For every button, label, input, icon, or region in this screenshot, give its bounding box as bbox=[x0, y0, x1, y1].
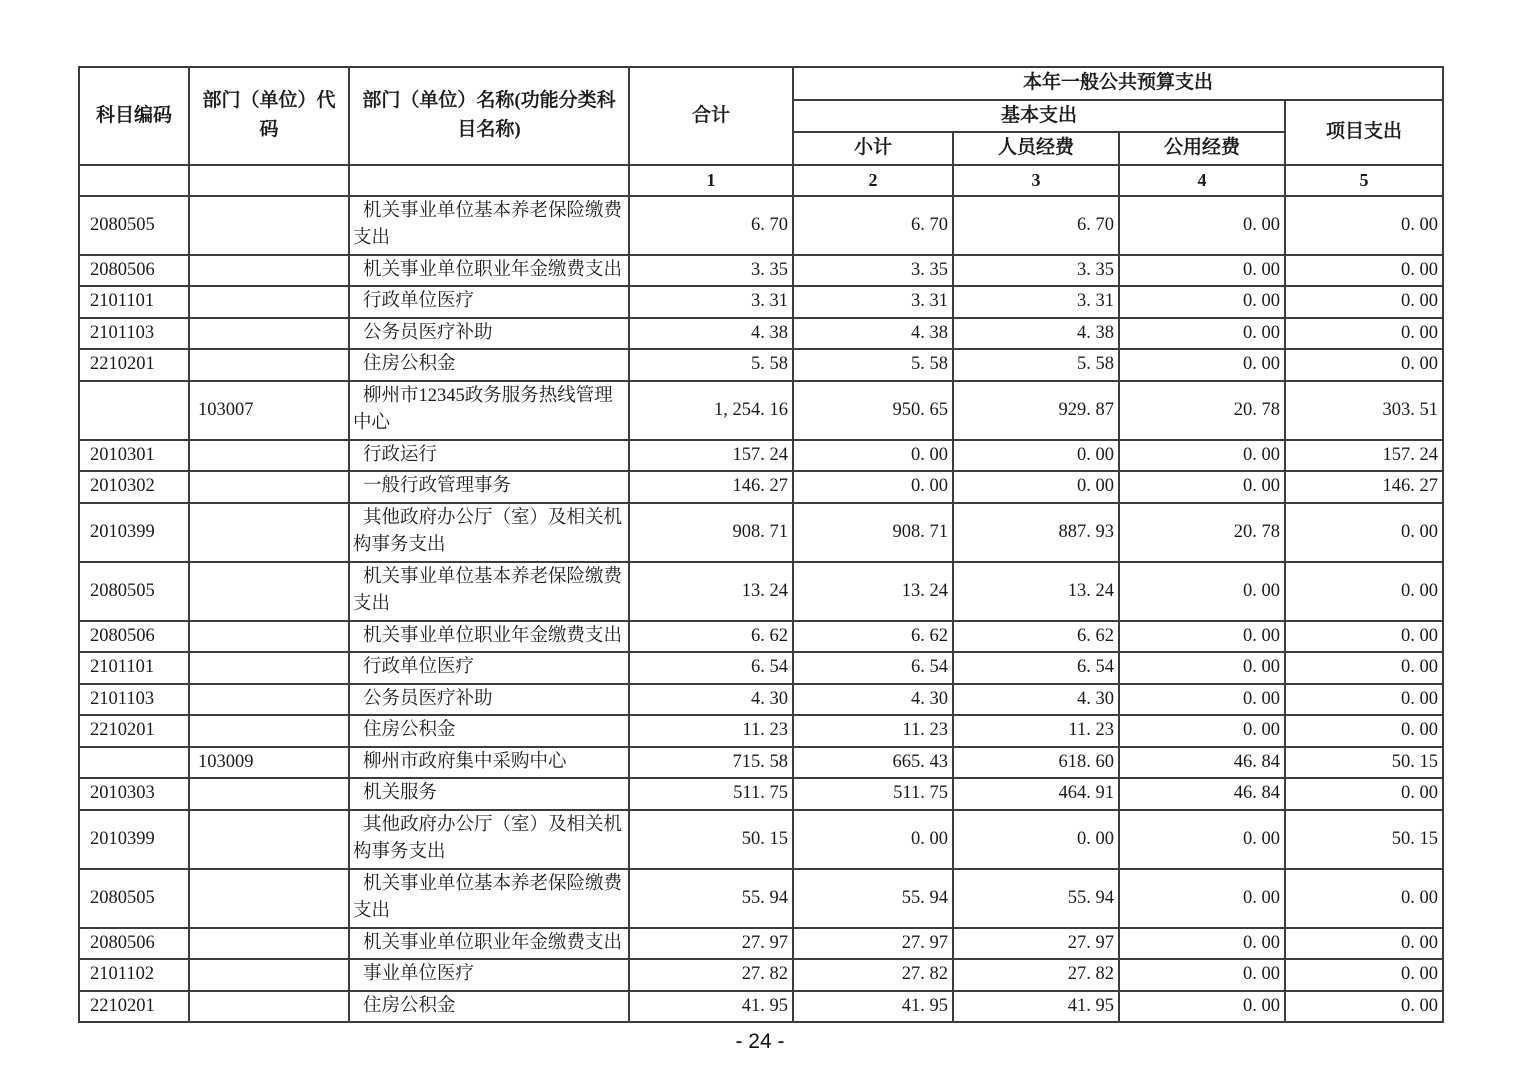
table-row bbox=[79, 196, 1443, 255]
cell-dept-code bbox=[189, 349, 349, 381]
cell-public-funds-value: 0. 00 bbox=[1119, 959, 1285, 991]
cell-total-value: 715. 58 bbox=[629, 747, 793, 779]
cell-dept-code: 103009 bbox=[189, 747, 349, 779]
cell-subtotal-value: 6. 62 bbox=[793, 621, 953, 653]
cell-personnel-value: 6. 70 bbox=[953, 196, 1119, 255]
cell-subject-code: 2010303 bbox=[79, 778, 189, 810]
cell-project-value: 0. 00 bbox=[1285, 318, 1443, 350]
cell-dept-code bbox=[189, 562, 349, 621]
cell-subject-code: 2080505 bbox=[79, 562, 189, 621]
cell-public-funds-value: 0. 00 bbox=[1119, 991, 1285, 1023]
cell-project-value: 0. 00 bbox=[1285, 778, 1443, 810]
cell-project-value: 157. 24 bbox=[1285, 440, 1443, 472]
cell-subtotal-value: 41. 95 bbox=[793, 991, 953, 1023]
cell-dept-name: 机关服务 bbox=[349, 778, 629, 810]
cell-total-value: 50. 15 bbox=[629, 810, 793, 869]
cell-public-funds-value: 0. 00 bbox=[1119, 471, 1285, 503]
cell-subtotal-value: 4. 38 bbox=[793, 318, 953, 350]
header-colnum-1: 1 bbox=[629, 165, 793, 196]
table-row bbox=[79, 621, 1443, 653]
cell-total-value: 27. 82 bbox=[629, 959, 793, 991]
cell-dept-code bbox=[189, 621, 349, 653]
cell-subtotal-value: 13. 24 bbox=[793, 562, 953, 621]
cell-subject-code: 2010399 bbox=[79, 810, 189, 869]
header-colnum-blank-3 bbox=[349, 165, 629, 196]
table-row bbox=[79, 503, 1443, 562]
cell-dept-code bbox=[189, 715, 349, 747]
table-row bbox=[79, 810, 1443, 869]
cell-dept-code bbox=[189, 778, 349, 810]
cell-project-value: 0. 00 bbox=[1285, 255, 1443, 287]
cell-subtotal-value: 0. 00 bbox=[793, 471, 953, 503]
cell-total-value: 3. 35 bbox=[629, 255, 793, 287]
header-subject-code: 科目编码 bbox=[79, 67, 189, 165]
cell-personnel-value: 4. 38 bbox=[953, 318, 1119, 350]
header-total: 合计 bbox=[629, 67, 793, 165]
cell-subject-code: 2210201 bbox=[79, 715, 189, 747]
cell-project-value: 0. 00 bbox=[1285, 959, 1443, 991]
cell-project-value: 0. 00 bbox=[1285, 349, 1443, 381]
cell-personnel-value: 3. 31 bbox=[953, 286, 1119, 318]
cell-dept-code bbox=[189, 928, 349, 960]
cell-subject-code: 2210201 bbox=[79, 349, 189, 381]
cell-project-value: 50. 15 bbox=[1285, 747, 1443, 779]
table-row bbox=[79, 255, 1443, 287]
table-row bbox=[79, 928, 1443, 960]
header-project-expenditure: 项目支出 bbox=[1285, 100, 1443, 165]
header-personnel-funds: 人员经费 bbox=[953, 132, 1119, 165]
cell-total-value: 146. 27 bbox=[629, 471, 793, 503]
cell-subtotal-value: 950. 65 bbox=[793, 381, 953, 440]
cell-dept-name: 住房公积金 bbox=[349, 991, 629, 1023]
table-row bbox=[79, 684, 1443, 716]
cell-dept-name: 事业单位医疗 bbox=[349, 959, 629, 991]
cell-dept-name: 柳州市12345政务服务热线管理中心 bbox=[349, 381, 629, 440]
table-row bbox=[79, 747, 1443, 779]
cell-personnel-value: 3. 35 bbox=[953, 255, 1119, 287]
budget-table bbox=[78, 66, 1444, 1023]
cell-public-funds-value: 0. 00 bbox=[1119, 928, 1285, 960]
cell-subject-code bbox=[79, 747, 189, 779]
cell-total-value: 6. 54 bbox=[629, 652, 793, 684]
cell-dept-code: 103007 bbox=[189, 381, 349, 440]
cell-total-value: 1, 254. 16 bbox=[629, 381, 793, 440]
header-colnum-5: 5 bbox=[1285, 165, 1443, 196]
cell-public-funds-value: 46. 84 bbox=[1119, 747, 1285, 779]
cell-project-value: 0. 00 bbox=[1285, 562, 1443, 621]
table-header bbox=[79, 67, 1443, 196]
cell-dept-code bbox=[189, 286, 349, 318]
cell-subtotal-value: 27. 82 bbox=[793, 959, 953, 991]
cell-personnel-value: 929. 87 bbox=[953, 381, 1119, 440]
cell-public-funds-value: 0. 00 bbox=[1119, 715, 1285, 747]
header-colnum-2: 2 bbox=[793, 165, 953, 196]
header-row-1 bbox=[79, 67, 1443, 100]
cell-dept-code bbox=[189, 255, 349, 287]
header-colnum-blank-2 bbox=[189, 165, 349, 196]
cell-dept-name: 一般行政管理事务 bbox=[349, 471, 629, 503]
cell-subtotal-value: 511. 75 bbox=[793, 778, 953, 810]
header-colnum-4: 4 bbox=[1119, 165, 1285, 196]
cell-total-value: 6. 70 bbox=[629, 196, 793, 255]
cell-subject-code: 2210201 bbox=[79, 991, 189, 1023]
cell-project-value: 0. 00 bbox=[1285, 503, 1443, 562]
cell-subtotal-value: 665. 43 bbox=[793, 747, 953, 779]
cell-subject-code: 2080506 bbox=[79, 255, 189, 287]
cell-subtotal-value: 3. 31 bbox=[793, 286, 953, 318]
cell-public-funds-value: 0. 00 bbox=[1119, 562, 1285, 621]
cell-subtotal-value: 3. 35 bbox=[793, 255, 953, 287]
header-column-numbers-row bbox=[79, 165, 1443, 196]
cell-dept-code bbox=[189, 471, 349, 503]
table-row bbox=[79, 652, 1443, 684]
header-basic-expenditure: 基本支出 bbox=[793, 100, 1285, 133]
cell-dept-name: 行政运行 bbox=[349, 440, 629, 472]
cell-subtotal-value: 0. 00 bbox=[793, 810, 953, 869]
cell-dept-name: 机关事业单位基本养老保险缴费支出 bbox=[349, 562, 629, 621]
table-row bbox=[79, 440, 1443, 472]
cell-dept-name: 住房公积金 bbox=[349, 715, 629, 747]
cell-dept-code bbox=[189, 503, 349, 562]
cell-dept-code bbox=[189, 959, 349, 991]
cell-subject-code: 2101101 bbox=[79, 652, 189, 684]
table-row bbox=[79, 286, 1443, 318]
cell-subject-code: 2010302 bbox=[79, 471, 189, 503]
cell-dept-code bbox=[189, 991, 349, 1023]
cell-project-value: 0. 00 bbox=[1285, 621, 1443, 653]
cell-subtotal-value: 55. 94 bbox=[793, 869, 953, 928]
cell-dept-name: 公务员医疗补助 bbox=[349, 318, 629, 350]
cell-personnel-value: 41. 95 bbox=[953, 991, 1119, 1023]
cell-dept-name: 机关事业单位职业年金缴费支出 bbox=[349, 621, 629, 653]
cell-public-funds-value: 0. 00 bbox=[1119, 196, 1285, 255]
table-row bbox=[79, 471, 1443, 503]
cell-subtotal-value: 27. 97 bbox=[793, 928, 953, 960]
cell-public-funds-value: 0. 00 bbox=[1119, 318, 1285, 350]
header-subtotal: 小计 bbox=[793, 132, 953, 165]
cell-project-value: 0. 00 bbox=[1285, 652, 1443, 684]
cell-project-value: 0. 00 bbox=[1285, 196, 1443, 255]
cell-subject-code: 2080505 bbox=[79, 869, 189, 928]
cell-total-value: 13. 24 bbox=[629, 562, 793, 621]
header-current-year-budget: 本年一般公共预算支出 bbox=[793, 67, 1443, 100]
cell-personnel-value: 618. 60 bbox=[953, 747, 1119, 779]
cell-dept-name: 机关事业单位职业年金缴费支出 bbox=[349, 255, 629, 287]
cell-personnel-value: 0. 00 bbox=[953, 440, 1119, 472]
cell-dept-name: 公务员医疗补助 bbox=[349, 684, 629, 716]
table-row bbox=[79, 349, 1443, 381]
cell-personnel-value: 27. 82 bbox=[953, 959, 1119, 991]
header-dept-code: 部门（单位）代码 bbox=[189, 67, 349, 165]
cell-dept-name: 其他政府办公厅（室）及相关机构事务支出 bbox=[349, 810, 629, 869]
cell-personnel-value: 13. 24 bbox=[953, 562, 1119, 621]
page-number: - 24 - bbox=[735, 1030, 785, 1053]
cell-total-value: 11. 23 bbox=[629, 715, 793, 747]
cell-subject-code: 2101102 bbox=[79, 959, 189, 991]
cell-dept-name: 机关事业单位基本养老保险缴费支出 bbox=[349, 869, 629, 928]
cell-public-funds-value: 0. 00 bbox=[1119, 869, 1285, 928]
cell-dept-code bbox=[189, 440, 349, 472]
cell-personnel-value: 27. 97 bbox=[953, 928, 1119, 960]
cell-subtotal-value: 0. 00 bbox=[793, 440, 953, 472]
cell-project-value: 50. 15 bbox=[1285, 810, 1443, 869]
cell-personnel-value: 0. 00 bbox=[953, 471, 1119, 503]
cell-dept-name: 行政单位医疗 bbox=[349, 652, 629, 684]
cell-project-value: 0. 00 bbox=[1285, 684, 1443, 716]
cell-subject-code: 2010399 bbox=[79, 503, 189, 562]
cell-subtotal-value: 908. 71 bbox=[793, 503, 953, 562]
table-row bbox=[79, 562, 1443, 621]
header-public-funds: 公用经费 bbox=[1119, 132, 1285, 165]
cell-project-value: 146. 27 bbox=[1285, 471, 1443, 503]
cell-public-funds-value: 0. 00 bbox=[1119, 255, 1285, 287]
cell-personnel-value: 4. 30 bbox=[953, 684, 1119, 716]
cell-public-funds-value: 0. 00 bbox=[1119, 286, 1285, 318]
cell-public-funds-value: 20. 78 bbox=[1119, 381, 1285, 440]
cell-total-value: 5. 58 bbox=[629, 349, 793, 381]
cell-dept-name: 其他政府办公厅（室）及相关机构事务支出 bbox=[349, 503, 629, 562]
table-row bbox=[79, 959, 1443, 991]
cell-public-funds-value: 0. 00 bbox=[1119, 810, 1285, 869]
table-row bbox=[79, 318, 1443, 350]
cell-dept-code bbox=[189, 810, 349, 869]
cell-subject-code: 2101103 bbox=[79, 318, 189, 350]
cell-dept-code bbox=[189, 318, 349, 350]
table-row bbox=[79, 991, 1443, 1023]
cell-personnel-value: 11. 23 bbox=[953, 715, 1119, 747]
cell-public-funds-value: 0. 00 bbox=[1119, 621, 1285, 653]
table-row bbox=[79, 381, 1443, 440]
cell-subtotal-value: 6. 70 bbox=[793, 196, 953, 255]
cell-dept-code bbox=[189, 196, 349, 255]
cell-personnel-value: 887. 93 bbox=[953, 503, 1119, 562]
table-row bbox=[79, 869, 1443, 928]
cell-subject-code: 2080505 bbox=[79, 196, 189, 255]
cell-total-value: 6. 62 bbox=[629, 621, 793, 653]
header-dept-name: 部门（单位）名称(功能分类科目名称) bbox=[349, 67, 629, 165]
cell-subject-code: 2080506 bbox=[79, 621, 189, 653]
cell-project-value: 0. 00 bbox=[1285, 928, 1443, 960]
cell-public-funds-value: 0. 00 bbox=[1119, 349, 1285, 381]
cell-dept-code bbox=[189, 684, 349, 716]
cell-public-funds-value: 20. 78 bbox=[1119, 503, 1285, 562]
cell-dept-name: 住房公积金 bbox=[349, 349, 629, 381]
cell-subject-code: 2101101 bbox=[79, 286, 189, 318]
cell-total-value: 511. 75 bbox=[629, 778, 793, 810]
table-row bbox=[79, 715, 1443, 747]
cell-project-value: 0. 00 bbox=[1285, 991, 1443, 1023]
cell-project-value: 0. 00 bbox=[1285, 286, 1443, 318]
cell-personnel-value: 55. 94 bbox=[953, 869, 1119, 928]
cell-personnel-value: 6. 54 bbox=[953, 652, 1119, 684]
header-colnum-blank-1 bbox=[79, 165, 189, 196]
cell-total-value: 4. 30 bbox=[629, 684, 793, 716]
cell-dept-name: 机关事业单位基本养老保险缴费支出 bbox=[349, 196, 629, 255]
cell-total-value: 55. 94 bbox=[629, 869, 793, 928]
header-colnum-3: 3 bbox=[953, 165, 1119, 196]
cell-total-value: 908. 71 bbox=[629, 503, 793, 562]
table-body bbox=[79, 196, 1443, 1023]
cell-personnel-value: 0. 00 bbox=[953, 810, 1119, 869]
cell-dept-code bbox=[189, 869, 349, 928]
cell-public-funds-value: 0. 00 bbox=[1119, 440, 1285, 472]
cell-project-value: 303. 51 bbox=[1285, 381, 1443, 440]
cell-project-value: 0. 00 bbox=[1285, 715, 1443, 747]
cell-total-value: 4. 38 bbox=[629, 318, 793, 350]
cell-total-value: 41. 95 bbox=[629, 991, 793, 1023]
cell-public-funds-value: 0. 00 bbox=[1119, 684, 1285, 716]
cell-subtotal-value: 5. 58 bbox=[793, 349, 953, 381]
cell-dept-name: 行政单位医疗 bbox=[349, 286, 629, 318]
cell-subject-code: 2010301 bbox=[79, 440, 189, 472]
table-row bbox=[79, 778, 1443, 810]
cell-subject-code bbox=[79, 381, 189, 440]
cell-total-value: 3. 31 bbox=[629, 286, 793, 318]
cell-dept-code bbox=[189, 652, 349, 684]
cell-subtotal-value: 6. 54 bbox=[793, 652, 953, 684]
cell-personnel-value: 6. 62 bbox=[953, 621, 1119, 653]
cell-personnel-value: 464. 91 bbox=[953, 778, 1119, 810]
cell-dept-name: 机关事业单位职业年金缴费支出 bbox=[349, 928, 629, 960]
cell-public-funds-value: 46. 84 bbox=[1119, 778, 1285, 810]
cell-subject-code: 2101103 bbox=[79, 684, 189, 716]
cell-subject-code: 2080506 bbox=[79, 928, 189, 960]
cell-personnel-value: 5. 58 bbox=[953, 349, 1119, 381]
cell-dept-name: 柳州市政府集中采购中心 bbox=[349, 747, 629, 779]
cell-subtotal-value: 11. 23 bbox=[793, 715, 953, 747]
cell-subtotal-value: 4. 30 bbox=[793, 684, 953, 716]
cell-project-value: 0. 00 bbox=[1285, 869, 1443, 928]
cell-total-value: 157. 24 bbox=[629, 440, 793, 472]
cell-total-value: 27. 97 bbox=[629, 928, 793, 960]
cell-public-funds-value: 0. 00 bbox=[1119, 652, 1285, 684]
